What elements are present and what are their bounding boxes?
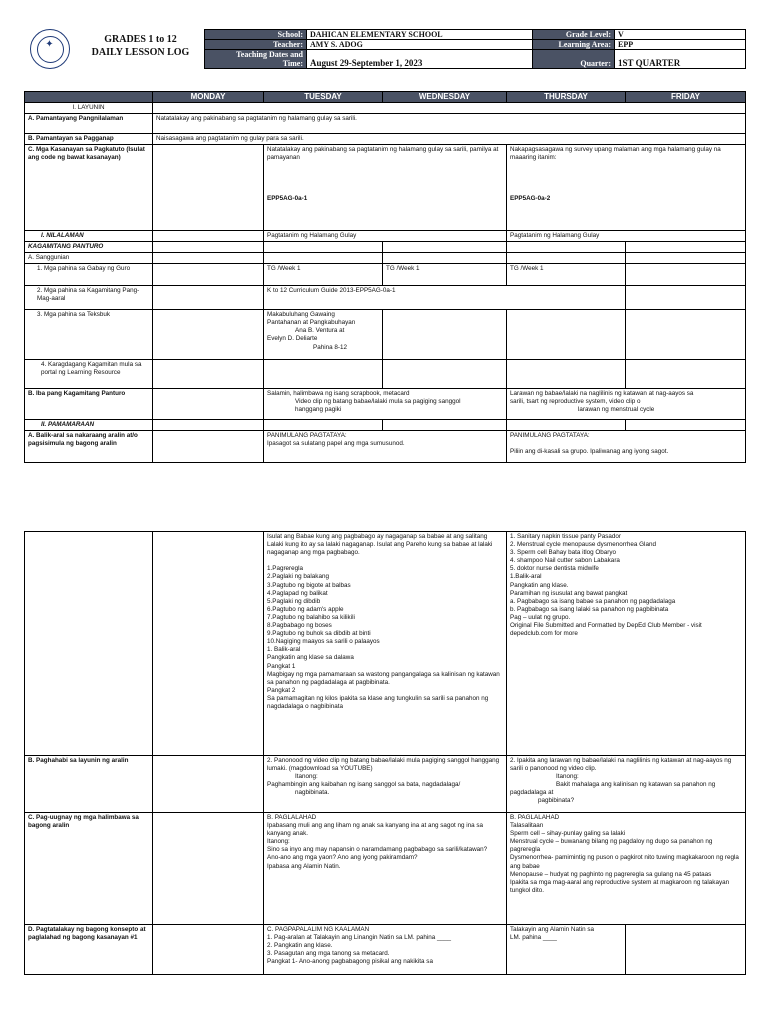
empty-cell [153, 242, 264, 253]
kagamitang-mag-aaral-tuesday: K to 12 Curriculum Guide 2013-EPP5AG-0a-1 [264, 286, 626, 310]
pag-uugnay-tue-5: Ano-ano ang mga yaon? Ano ang iyong pakiramdam? [267, 854, 418, 862]
empty-cell [153, 420, 264, 431]
thu-more-4: a. Pagbabago sa isang babae sa panahon ng pagdadalaga [510, 597, 676, 605]
kasanayan-label: C. Mga Kasanayan sa Pagkatuto (Isulat ang code ng bawat kasanayan) [25, 145, 153, 231]
tue-balik-aral: 1. Balik-aral [267, 646, 301, 654]
thu-more-2: Pangkatin ang klase. [510, 581, 569, 589]
iba-pang-thu-line1: Larawan ng babae/lalaki na naglilinis ng katawan at nag-aayos sa [510, 390, 694, 398]
pag-uugnay-tue-3: Itanong: [267, 838, 290, 846]
pamamaraan-heading: II. PAMAMARAAN [25, 420, 153, 431]
pag-uugnay-thu-4: Menstrual cycle – buwanang bilang ng pagdaloy ng dugo sa panahon ng pagreregla [510, 838, 713, 854]
pagtatalakay-tue-4: 3. Pasagutan ang mga tanong sa metacard. [267, 950, 390, 958]
tue-list-2: 2.Paglaki ng balakang [267, 573, 329, 581]
empty-cell [153, 264, 264, 286]
gabay-guro-tuesday: TG /Week 1 [264, 264, 383, 286]
paghahabi-tue-4: nagbibinata. [295, 789, 330, 797]
empty-cell [153, 389, 264, 420]
pamantayan-sa-pagganap-label: B. Pamantayan sa Pagganap [25, 134, 153, 145]
empty-cell [507, 360, 626, 389]
kasanayan-tuesday [264, 145, 507, 231]
tue-list-6: 6.Pagtubo ng adam's apple [267, 605, 344, 613]
paghahabi-tue-1: 2. Panonood ng video clip ng batang babae/lalaki mula pagiging sanggol hanggang lumaki. (magdownload sa YOUTUBE) [267, 757, 500, 773]
tue-more-5: Sa pamamagitan ng kilos ipakita sa klase ang tungkulin sa sarili sa panahon ng nagdadalaga o nagbibinata [267, 694, 489, 710]
empty-cell [383, 360, 507, 389]
pagtatalakay-tue-1: C. PAGPAPALALIM NG KAALAMAN [267, 926, 370, 933]
blank-corner [25, 92, 153, 103]
title-line2: DAILY LESSON LOG [91, 47, 190, 58]
teksbuk-line2: Pantahanan at Pangkabuhayan [267, 319, 356, 327]
pag-uugnay-thu-5: Dysmenorrhea- pamimintig ng puson o pagkirot nito tuwing magkakaroon ng regla ang babae [510, 854, 739, 870]
empty-cell [507, 310, 626, 360]
thu-list-4: 4. shampoo Nail cutter sabon Labakara [510, 557, 620, 565]
empty-cell [153, 925, 264, 975]
empty-cell [383, 253, 507, 264]
area-label: Learning Area: [533, 40, 615, 50]
kasanayan-monday [153, 145, 264, 231]
thu-more-5: b. Pagbabago sa isang lalaki sa panahon ng pagbibinata [510, 605, 669, 613]
thu-more-7: Original File Submitted and Formatted by DepEd Club Member - visit depedclub.com for more [510, 622, 702, 638]
paghahabi-tue-2: Itanong: [295, 773, 318, 781]
thu-more-3: Paramihan ng isusulat ang bawat pangkat [510, 589, 628, 597]
empty-cell [153, 103, 746, 114]
empty-cell [25, 532, 153, 756]
iba-pang-kagamitan-label: B. Iba pang Kagamitang Panturo [25, 389, 153, 420]
lesson-table-page2 [24, 531, 746, 975]
kagamitan-heading: KAGAMITANG PANTURO [25, 242, 153, 253]
empty-cell [153, 310, 264, 360]
empty-cell [153, 431, 264, 463]
pag-uugnay-tue-6: Ipabasa ang Alamin Natin. [267, 862, 341, 870]
pag-uugnay-thu-1: B. PAGLALAHAD [510, 814, 560, 821]
teksbuk-label: 3. Mga pahina sa Teksbuk [25, 310, 153, 360]
dates-label [205, 50, 307, 69]
empty-cell [507, 420, 626, 431]
day-wednesday: WEDNESDAY [383, 92, 507, 103]
iba-pang-kagamitan-tuesday [264, 389, 507, 420]
pamantayang-pangnilalaman-text: Natatalakay ang pakinabang sa pagtatanim ng halamang gulay sa sarili. [153, 114, 746, 134]
tue-list-4: 4.Paglapad ng balikat [267, 589, 328, 597]
empty-cell [264, 360, 383, 389]
tue-list-3: 3.Pagtubo ng bigote at balbas [267, 581, 351, 589]
tue-more-4: Pangkat 2 [267, 686, 296, 694]
school-label: School: [205, 30, 307, 40]
balik-aral-thursday-cont [507, 532, 746, 756]
iba-pang-thu-line2: sarili, tsart ng reproductive system, video clip o [510, 398, 641, 406]
empty-cell [153, 756, 264, 813]
iba-pang-tue-line3: hanggang pagiki [295, 406, 342, 414]
iba-pang-kagamitan-thursday [507, 389, 746, 420]
nilalaman-thursday: Pagtatanim ng Halamang Gulay [507, 231, 746, 242]
school-value: DAHICAN ELEMENTARY SCHOOL [307, 30, 533, 40]
empty-cell [264, 420, 383, 431]
empty-cell [264, 253, 383, 264]
grade-value: V [615, 30, 746, 40]
paghahabi-thursday [507, 756, 746, 813]
empty-cell [153, 532, 264, 756]
iba-pang-tue-line1: Salamin, halimbawa ng isang scrapbook, metacard [267, 390, 410, 398]
thu-list-3: 3. Sperm cell Bahay bata itlog Obaryo [510, 549, 617, 557]
teksbuk-line4: Evelyn D. Deliarte [267, 335, 318, 343]
teksbuk-line5: Pahina 8-12 [313, 343, 347, 351]
teacher-label: Teacher: [205, 40, 307, 50]
empty-cell [383, 420, 507, 431]
empty-cell [626, 253, 746, 264]
empty-cell [626, 286, 746, 310]
pag-uugnay-thu-6: Menopause – hudyat ng paghinto ng pagreregla sa gulang na 45 pataas [510, 870, 712, 878]
paghahabi-tuesday [264, 756, 507, 813]
pagtatalakay-thursday [507, 925, 626, 975]
lesson-table-page1 [24, 102, 746, 463]
thu-list-1: 1. Sanitary napkin tissue panty Pasador [510, 533, 621, 540]
layunin-heading: I. LAYUNIN [25, 103, 153, 114]
tue-list-8: 8.Pagbabago ng boses [267, 622, 332, 630]
balik-aral-label: A. Balik-aral sa nakaraang aralin at/o pagsisimula ng bagong aralin [25, 431, 153, 463]
paghahabi-thu-1: 2. Ipakita ang larawan ng babae/lalaki na naglilinis ng katawan at nag-aayos ng sarili o panonood ng video clip. [510, 757, 732, 773]
nilalaman-heading: I. NILALAMAN [25, 231, 153, 242]
balik-aral-tuesday-cont [264, 532, 507, 756]
kagamitang-mag-aaral-label: 2. Mga pahina sa Kagamitang Pang-Mag-aaral [25, 286, 153, 310]
pagtatalakay-tue-2: 1. Pag-aralan at Talakayin ang Linangin Natin sa LM. pahina ____ [267, 934, 452, 942]
pagtatalakay-thu-2: LM. pahina ____ [510, 934, 557, 942]
empty-cell [626, 310, 746, 360]
pag-uugnay-tuesday [264, 813, 507, 925]
gabay-guro-wednesday: TG /Week 1 [383, 264, 507, 286]
dates-label-1: Teaching Dates and [236, 50, 303, 59]
paghahabi-thu-2: Itanong: [556, 773, 579, 781]
tue-more-3: Magbigay ng mga pamamaraan sa wastong pangangalaga sa kalinisan ng katawan sa panahon ng pagdadalaga at pagbibinata. [267, 670, 500, 686]
paghahabi-thu-4: pagbibinata? [538, 797, 575, 805]
pamantayang-pangnilalaman-label: A. Pamantayang Pangnilalaman [25, 114, 153, 134]
pagtatalakay-tue-5: Pangkat 1- Ano-anong pagbabagong pisikal ang nakikita sa [267, 958, 433, 966]
empty-cell [626, 360, 746, 389]
day-monday: MONDAY [153, 92, 264, 103]
deped-seal-icon: ✦ [30, 29, 70, 69]
pag-uugnay-tue-1: B. PAGLALAHAD [267, 814, 317, 821]
pagtatalakay-tue-3: 2. Pangkatin ang klase. [267, 942, 333, 950]
paghahabi-tue-3: Paghambingin ang kaibahan ng isang sanggol sa bata, nagdadalaga/ [267, 781, 461, 789]
empty-cell [383, 310, 507, 360]
tue-list-5: 5.Paglaki ng dibdib [267, 597, 321, 605]
quarter-label: Quarter: [533, 50, 615, 69]
pag-uugnay-tue-2: Ipabasang muli ang ang liham ng anak sa kanyang ina at ang sagot ng ina sa kanyang anak. [267, 822, 483, 838]
empty-cell [507, 242, 626, 253]
balik-aral-tue-line2: Ipasagot sa sulatang papel ang mga sumusunod. [267, 440, 405, 448]
dates-value: August 29-September 1, 2023 [307, 50, 533, 69]
pag-uugnay-thu-7: Ipakita sa mga mag-aaral ang reproductive system at magkaroon ng talakayan tungkol dito. [510, 878, 730, 894]
empty-cell [153, 231, 264, 242]
teksbuk-line3: Ana B. Ventura at [295, 327, 345, 335]
teksbuk-tuesday [264, 310, 383, 360]
kasanayan-tuesday-text: Natatalakay ang pakinabang sa pagtatanim ng halamang gulay sa sarili, pamilya at pamayanan [267, 146, 499, 162]
gabay-guro-thursday: TG /Week 1 [507, 264, 626, 286]
pag-uugnay-tue-4: Sino sa inyo ang may napansin o naramdamang pagbabago sa sarili/katawan? [267, 846, 488, 854]
tue-list-1: 1.Pagreregla [267, 565, 304, 573]
thu-more-1: 1.Balik-aral [510, 573, 542, 581]
balik-aral-thu-line2: Piliin ang di-kasali sa grupo. Ipaliwanag ang iyong sagot. [510, 448, 669, 456]
thu-more-6: Pag – uulat ng grupo. [510, 613, 571, 621]
balik-aral-thu-line1: PANIMULANG PAGTATAYA: [510, 432, 590, 440]
nilalaman-tuesday: Pagtatanim ng Halamang Gulay [264, 231, 507, 242]
tue-list-10: 10.Nagiging maayos sa sarili o palaayos [267, 638, 380, 646]
empty-cell [626, 420, 746, 431]
kasanayan-thursday-text: Nakapagsasagawa ng survey upang malaman ang mga halamang gulay na maaaring itanim: [510, 146, 721, 162]
iba-pang-thu-line3: larawan ng menstrual cycle [578, 406, 655, 414]
day-tuesday: TUESDAY [264, 92, 383, 103]
empty-cell [626, 264, 746, 286]
pag-uugnay-label: C. Pag-uugnay ng mga halimbawa sa bagong aralin [25, 813, 153, 925]
teacher-value: AMY S. ADOG [307, 40, 533, 50]
tue-more-1: Pangkatin ang klase sa dalawa [267, 654, 354, 662]
balik-aral-thursday [507, 431, 746, 463]
pagtatalakay-thu-1: Talakayin ang Alamin Natin sa [510, 926, 595, 933]
karagdagang-kagamitan-label: 4. Karagdagang Kagamitan mula sa portal ng Learning Resource [25, 360, 153, 389]
pagtatalakay-tuesday [264, 925, 507, 975]
empty-cell [507, 253, 626, 264]
tue-more-2: Pangkat 1 [267, 662, 296, 670]
thu-list-2: 2. Menstrual cycle menopause dysmenorrhea Gland [510, 541, 656, 549]
pag-uugnay-thursday [507, 813, 746, 925]
grade-label: Grade Level: [533, 30, 615, 40]
header-info-table [204, 29, 746, 69]
tue-list-9: 9.Pagtubo ng buhok sa dibdib at binti [267, 630, 371, 638]
empty-cell [153, 360, 264, 389]
thu-list-5: 5. doktor nurse dentista midwife [510, 565, 599, 573]
sanggunian-label: A. Sanggunian [25, 253, 153, 264]
empty-cell [264, 242, 383, 253]
dates-label-2: Time: [282, 59, 303, 68]
empty-cell [626, 242, 746, 253]
empty-cell [153, 813, 264, 925]
balik-aral-tuesday [264, 431, 507, 463]
empty-cell [383, 242, 507, 253]
kasanayan-thursday-code: EPP5AG-0a-2 [510, 194, 551, 202]
paghahabi-thu-3: Bakit mahalaga ang kalinisan ng katawan sa panahon ng pagdadalaga at [510, 781, 716, 797]
tue-intro: Isulat ang Babae kung ang pagbabago ay nagaganap sa babae at ang salitang Lalaki kung ito ay sa lalaki nagaganap. Isulat ang Pareho kung sa babae at lalaki nagaganap ang mga pagbabago. [267, 533, 493, 557]
empty-cell [153, 253, 264, 264]
tue-list-7: 7.Pagtubo ng balahibo sa kilikili [267, 613, 355, 621]
gabay-guro-label: 1. Mga pahina sa Gabay ng Guro [25, 264, 153, 286]
pag-uugnay-thu-2: Talasalitaan [510, 822, 544, 830]
pag-uugnay-thu-3: Sperm cell – sihay-punlay galing sa lalaki [510, 830, 626, 838]
pagtatalakay-label: D. Pagtatalakay ng bagong konsepto at paglalahad ng bagong kasanayan #1 [25, 925, 153, 975]
day-friday: FRIDAY [626, 92, 746, 103]
title-line1: GRADES 1 to 12 [104, 34, 177, 45]
empty-cell [153, 286, 264, 310]
quarter-value: 1ST QUARTER [615, 50, 746, 69]
pamantayan-sa-pagganap-text: Naisasagawa ang pagtatanim ng gulay para sa sarili. [153, 134, 746, 145]
paghahabi-label: B. Paghahabi sa layunin ng aralin [25, 756, 153, 813]
balik-aral-tue-line1: PANIMULANG PAGTATAYA: [267, 432, 347, 440]
iba-pang-tue-line2: Video clip ng batang babae/lalaki mula sa pagiging sanggol [295, 398, 461, 406]
empty-cell [626, 925, 746, 975]
kasanayan-thursday [507, 145, 746, 231]
area-value: EPP [615, 40, 746, 50]
kasanayan-tuesday-code: EPP5AG-0a-1 [267, 194, 308, 202]
teksbuk-line1: Makabuluhang Gawaing [267, 311, 335, 319]
day-thursday: THURSDAY [507, 92, 626, 103]
